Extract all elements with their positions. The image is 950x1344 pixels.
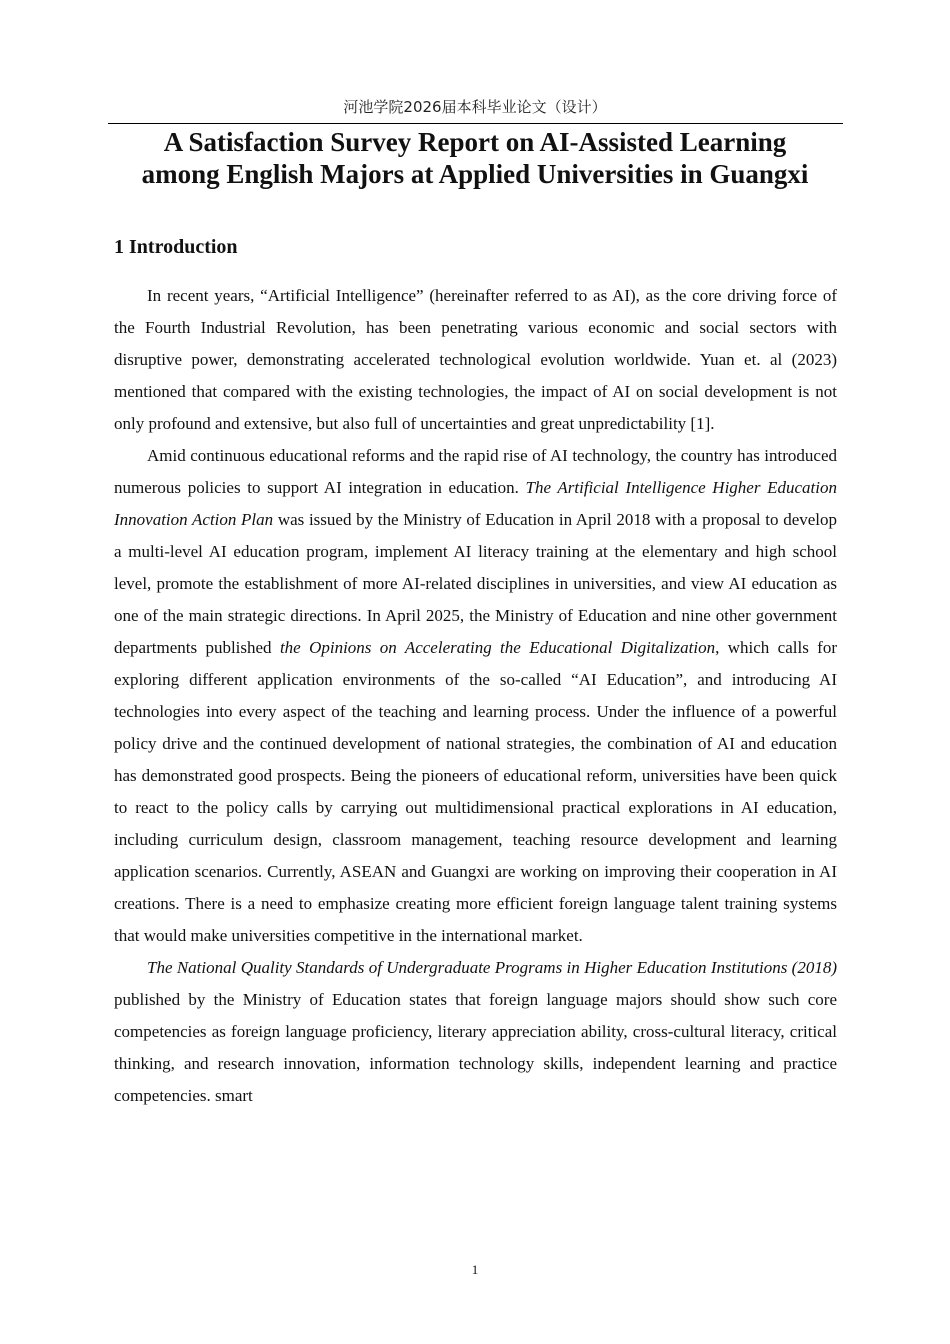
paragraph-2-italic-title-1: The Artificial Intelligence Higher Education Innovation Action Plan <box>114 478 837 529</box>
page-number: 1 <box>471 1262 479 1277</box>
paragraph-2-text-e: , which calls for exploring different application environments of the so-called “AI Education”, and introducing AI technologies into every aspect of the teaching and learning process. Under the influence of a powerful policy drive and the continued development of national strategies, the combination of AI and education has demonstrated good prospects. Being the pioneers of educational reform, universities have been quick to react to the policy calls by carrying out multidimensional practical explorations in AI education, including curriculum design, classroom management, teaching resource development and learning application scenarios. Currently, ASEAN and Guangxi are working on improving their cooperation in AI creations. There is a need to emphasize creating more efficient foreign language talent training systems that would make universities competitive in the international market. <box>114 638 837 945</box>
paragraph-2-text-c: was issued by the Ministry of Education in April 2018 with a proposal to develop a multi-level AI education program, implement AI literacy training at the elementary and high school level, promote the establishment of more AI-related disciplines in universities, and view AI education as one of the main strategic directions. In April 2025, the Ministry of Education and nine other government departments published <box>114 510 838 657</box>
paragraph-3-text-b: published by the Ministry of Education states that foreign language majors should show such core competencies as foreign language proficiency, literary appreciation ability, cross-cultural literacy, critical thinking, and research innovation, information technology skills, independent learning and practice competencies. smart <box>114 990 837 1105</box>
paragraph-2-italic-title-2: the Opinions on Accelerating the Educational Digitalization <box>279 638 716 657</box>
section-heading-introduction: 1 Introduction <box>114 236 238 258</box>
paragraph-1-text: In recent years, “Artificial Intelligence” (hereinafter referred to as AI), as the core driving force of the Fourth Industrial Revolution, has been penetrating various economic and social sectors with disruptive power, demonstrating accelerated technological evolution worldwide. Yuan et. al (2023) mentioned that compared with the existing technologies, the impact of AI on social development is not only profound and extensive, but also full of uncertainties and great unpredictability [1]. <box>114 286 837 433</box>
header-rule <box>108 123 843 124</box>
paper-title: A Satisfaction Survey Report on AI-Assisted Learning among English Majors at Applied Universities in Guangxi <box>141 127 809 189</box>
paragraph-3 <box>114 952 837 1112</box>
paragraph-3-italic-title: The National Quality Standards of Undergraduate Programs in Higher Education Institutions (2018) <box>147 958 837 977</box>
paragraph-2 <box>114 440 837 952</box>
paragraph-2-text-a: Amid continuous educational reforms and the rapid rise of AI technology, the country has introduced numerous policies to support AI integration in education. <box>114 446 837 497</box>
paragraph-1 <box>114 280 837 440</box>
body-text <box>114 280 837 1112</box>
running-header: 河池学院2026届本科毕业论文（设计） <box>343 98 607 116</box>
